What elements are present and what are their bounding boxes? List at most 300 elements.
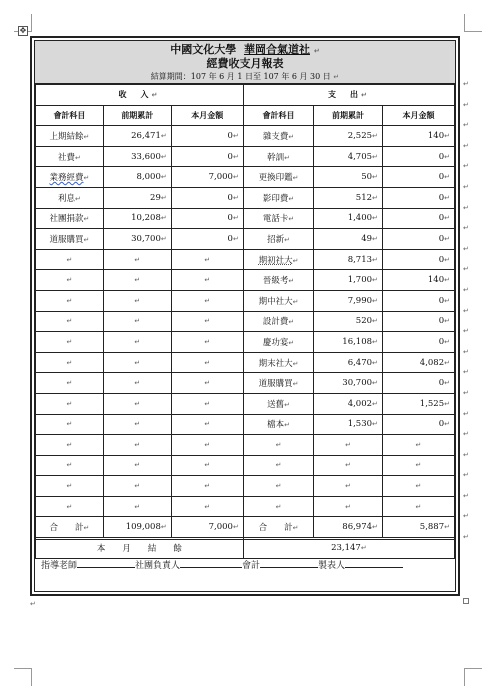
expense-prev-cell-text: 2,525 — [347, 130, 373, 141]
income-prev-cell[interactable] — [103, 352, 171, 373]
cell-end-mark: ↵ — [288, 338, 295, 347]
accountant-signature-line[interactable] — [260, 558, 318, 568]
expense-month-cell-text: 140 — [427, 275, 445, 286]
cell-end-mark: ↵ — [66, 296, 73, 305]
signature-row — [35, 539, 455, 591]
paragraph-mark: ↵ — [333, 73, 340, 81]
cell-end-mark: ↵ — [204, 502, 211, 511]
expense-prev-cell[interactable] — [314, 187, 383, 208]
income-month-cell[interactable] — [171, 373, 243, 394]
expense-month-cell-text: 0 — [438, 336, 445, 347]
income-item-cell[interactable] — [36, 414, 104, 435]
expense-prev-cell-text: 49 — [361, 233, 373, 244]
cell-end-mark: ↵ — [160, 193, 167, 202]
income-month-cell[interactable] — [171, 332, 243, 353]
expense-month-cell[interactable] — [382, 476, 454, 497]
expense-month-cell[interactable] — [382, 496, 454, 517]
expense-item-cell-text: 電話卡 — [262, 214, 289, 225]
cell-end-mark: ↵ — [232, 214, 239, 223]
income-total-label[interactable] — [36, 517, 104, 538]
cell-end-mark: ↵ — [372, 358, 378, 367]
cell-end-mark: ↵ — [134, 255, 141, 264]
expense-month-cell-text: 0 — [438, 213, 445, 224]
cell-end-mark: ↵ — [372, 317, 378, 326]
expense-prev-cell-text: 1,530 — [347, 419, 373, 430]
cell-end-mark: ↵ — [444, 255, 450, 264]
income-prev-cell[interactable] — [103, 167, 171, 188]
income-total-prev[interactable] — [103, 517, 171, 538]
income-prev-cell[interactable] — [103, 496, 171, 517]
row-end-mark: ↵ — [463, 306, 469, 315]
income-item-cell[interactable] — [36, 393, 104, 414]
expense-item-cell[interactable] — [243, 455, 313, 476]
expense-item-cell[interactable] — [243, 146, 313, 167]
cell-end-mark: ↵ — [232, 152, 239, 161]
expense-item-cell-text: 期初社大 — [258, 255, 293, 266]
expense-total-label[interactable] — [243, 517, 313, 538]
expense-month-cell[interactable] — [382, 373, 454, 394]
table-row — [36, 270, 455, 291]
expense-month-cell[interactable] — [382, 352, 454, 373]
col-header-expense-month: 本月金額 — [382, 105, 454, 126]
income-prev-cell[interactable] — [103, 476, 171, 497]
expense-total-prev-text: 86,974 — [342, 522, 373, 533]
table-row — [36, 229, 455, 250]
income-item-cell[interactable] — [36, 455, 104, 476]
cell-end-mark: ↵ — [444, 214, 450, 223]
report-title-text: 經費收支月報表 — [206, 57, 284, 70]
cell-end-mark: ↵ — [204, 276, 211, 285]
cell-end-mark: ↵ — [75, 153, 81, 162]
expense-item-cell[interactable] — [243, 208, 313, 229]
cell-end-mark: ↵ — [134, 358, 141, 367]
cell-end-mark: ↵ — [415, 482, 422, 491]
cell-end-mark: ↵ — [204, 255, 211, 264]
cell-end-mark: ↵ — [372, 420, 378, 429]
expense-item-cell[interactable] — [243, 332, 313, 353]
income-prev-cell[interactable] — [103, 435, 171, 456]
cell-end-mark: ↵ — [444, 337, 450, 346]
cell-end-mark: ↵ — [444, 173, 450, 182]
paragraph-mark: ↵ — [30, 600, 36, 608]
income-prev-cell-text: 29 — [150, 192, 161, 203]
expense-item-cell[interactable] — [243, 126, 313, 147]
expense-item-cell-text: 檔本 — [267, 420, 285, 431]
cell-end-mark: ↵ — [204, 358, 211, 367]
income-item-cell-text: 社費 — [57, 152, 75, 163]
income-item-cell[interactable] — [36, 126, 104, 147]
cell-end-mark: ↵ — [134, 296, 141, 305]
col-header-income-prev: 前期累計 — [103, 105, 171, 126]
expense-total-label-text: 合 計 — [258, 523, 293, 534]
expense-prev-cell-text: 512 — [355, 192, 373, 203]
row-end-mark: ↵ — [463, 244, 469, 253]
cell-end-mark: ↵ — [204, 482, 211, 491]
cell-end-mark: ↵ — [444, 317, 450, 326]
cell-end-mark: ↵ — [444, 234, 450, 243]
expense-item-cell[interactable] — [243, 290, 313, 311]
expense-item-cell[interactable] — [243, 393, 313, 414]
expense-month-cell-text: 0 — [438, 192, 445, 203]
table-row — [36, 311, 455, 332]
row-end-mark: ↵ — [463, 285, 469, 294]
row-end-mark: ↵ — [463, 80, 469, 88]
cell-end-mark: ↵ — [66, 317, 73, 326]
income-total-month[interactable] — [171, 517, 243, 538]
expense-total-month[interactable] — [382, 517, 454, 538]
expense-prev-cell[interactable] — [314, 373, 383, 394]
expense-month-cell[interactable] — [382, 270, 454, 291]
cell-end-mark: ↵ — [444, 399, 450, 408]
row-end-mark: ↵ — [463, 512, 469, 521]
expense-prev-cell[interactable] — [314, 249, 383, 270]
cell-end-mark: ↵ — [160, 234, 167, 243]
expense-total-prev[interactable] — [314, 517, 383, 538]
cell-end-mark: ↵ — [444, 358, 450, 367]
page-corner-mark — [464, 668, 482, 686]
table-row — [36, 352, 455, 373]
expense-item-cell[interactable] — [243, 373, 313, 394]
cell-end-mark: ↵ — [134, 379, 141, 388]
expense-prev-cell[interactable] — [314, 126, 383, 147]
advisor-signature-line[interactable] — [77, 558, 135, 568]
income-item-cell[interactable] — [36, 290, 104, 311]
report-header — [35, 41, 455, 84]
table-row — [36, 476, 455, 497]
expense-month-cell-text: 1,525 — [419, 398, 445, 409]
cell-end-mark: ↵ — [372, 234, 378, 243]
paragraph-mark: ↵ — [151, 91, 161, 100]
expense-item-cell[interactable] — [243, 187, 313, 208]
income-month-cell[interactable] — [171, 476, 243, 497]
cell-end-mark: ↵ — [66, 379, 73, 388]
club-name: 華岡合氣道社 — [243, 43, 310, 56]
cell-end-mark: ↵ — [288, 277, 295, 286]
cell-end-mark: ↵ — [360, 543, 367, 552]
row-end-mark: ↵ — [463, 327, 469, 336]
expense-month-cell[interactable] — [382, 146, 454, 167]
income-month-cell-text: 0 — [227, 213, 233, 224]
cell-end-mark: ↵ — [66, 461, 73, 470]
expense-prev-cell[interactable] — [314, 208, 383, 229]
income-month-cell[interactable] — [171, 311, 243, 332]
income-prev-cell[interactable] — [103, 187, 171, 208]
table-row — [36, 455, 455, 476]
expense-prev-cell[interactable] — [314, 146, 383, 167]
expense-month-cell[interactable] — [382, 414, 454, 435]
preparer-label: 製表人 — [318, 561, 346, 571]
cell-end-mark: ↵ — [204, 420, 211, 429]
income-item-cell[interactable] — [36, 311, 104, 332]
expense-month-cell-text: 0 — [438, 254, 445, 265]
cell-end-mark: ↵ — [66, 482, 73, 491]
income-prev-cell[interactable] — [103, 126, 171, 147]
expense-prev-cell[interactable] — [314, 352, 383, 373]
income-month-cell[interactable] — [171, 496, 243, 517]
income-prev-cell[interactable] — [103, 208, 171, 229]
table-move-handle-icon[interactable]: ✥ — [19, 26, 27, 35]
cell-end-mark: ↵ — [372, 193, 378, 202]
expense-prev-cell-text: 1,700 — [347, 275, 373, 286]
table-row — [36, 187, 455, 208]
cell-end-mark: ↵ — [292, 524, 299, 533]
expense-item-cell-text: 幹訓 — [267, 152, 285, 163]
income-item-cell-text: 上期結餘 — [49, 131, 84, 142]
income-month-cell[interactable] — [171, 208, 243, 229]
income-prev-cell[interactable] — [103, 270, 171, 291]
report-table-container — [34, 40, 456, 592]
income-prev-cell[interactable] — [103, 414, 171, 435]
cell-end-mark: ↵ — [83, 215, 90, 224]
cell-end-mark: ↵ — [160, 523, 167, 532]
expense-prev-cell-text: 4,002 — [347, 398, 373, 409]
expense-item-cell[interactable] — [243, 476, 313, 497]
income-month-cell[interactable] — [171, 290, 243, 311]
table-row — [36, 496, 455, 517]
cell-end-mark: ↵ — [66, 337, 73, 346]
expense-prev-cell[interactable] — [314, 167, 383, 188]
income-month-cell[interactable] — [171, 393, 243, 414]
income-item-cell[interactable] — [36, 146, 104, 167]
cell-end-mark: ↵ — [372, 131, 378, 140]
income-month-cell[interactable] — [171, 249, 243, 270]
report-title-line — [35, 43, 455, 57]
cell-end-mark: ↵ — [160, 152, 167, 161]
income-total-label-text: 合 計 — [49, 523, 84, 534]
table-row — [36, 414, 455, 435]
row-end-mark: ↵ — [463, 182, 469, 191]
cell-end-mark: ↵ — [83, 132, 90, 141]
table-row — [36, 167, 455, 188]
expense-month-cell[interactable] — [382, 455, 454, 476]
income-month-cell[interactable] — [171, 352, 243, 373]
expense-month-cell[interactable] — [382, 393, 454, 414]
advisor-label: 指導老師 — [41, 561, 78, 571]
row-end-mark: ↵ — [463, 533, 469, 542]
cell-end-mark: ↵ — [288, 194, 295, 203]
income-prev-cell[interactable] — [103, 311, 171, 332]
cell-end-mark: ↵ — [83, 235, 90, 244]
income-prev-cell[interactable] — [103, 146, 171, 167]
income-prev-cell-text: 10,208 — [131, 213, 161, 224]
table-row — [36, 435, 455, 456]
expense-prev-cell[interactable] — [314, 496, 383, 517]
income-item-cell[interactable] — [36, 476, 104, 497]
table-row — [36, 126, 455, 147]
income-item-cell[interactable] — [36, 167, 104, 188]
cell-end-mark: ↵ — [204, 399, 211, 408]
cell-end-mark: ↵ — [204, 296, 211, 305]
cell-end-mark: ↵ — [372, 337, 378, 346]
expense-prev-cell[interactable] — [314, 455, 383, 476]
expense-prev-cell[interactable] — [314, 270, 383, 291]
expense-item-cell[interactable] — [243, 435, 313, 456]
table-resize-handle[interactable] — [463, 598, 469, 604]
cell-end-mark: ↵ — [372, 276, 378, 285]
income-prev-cell[interactable] — [103, 393, 171, 414]
cell-end-mark: ↵ — [444, 296, 450, 305]
expense-item-cell[interactable] — [243, 167, 313, 188]
leader-signature-line[interactable] — [180, 558, 242, 568]
report-frame — [30, 36, 460, 596]
income-item-cell-text: 道服購買 — [49, 234, 84, 245]
expense-item-cell-text: 道服購買 — [258, 379, 293, 390]
expense-item-cell[interactable] — [243, 311, 313, 332]
income-item-cell[interactable] — [36, 435, 104, 456]
leader-label: 社團負責人 — [135, 561, 181, 571]
page-corner-mark — [14, 668, 32, 686]
income-item-cell-text: 利息 — [57, 193, 75, 204]
cell-end-mark: ↵ — [204, 379, 211, 388]
income-month-cell[interactable] — [171, 126, 243, 147]
cell-end-mark: ↵ — [292, 359, 299, 368]
cell-end-mark: ↵ — [288, 132, 295, 141]
row-end-mark: ↵ — [463, 162, 469, 171]
expense-section-header — [243, 85, 454, 106]
income-section-label: 收 入 — [118, 89, 152, 100]
section-header-row — [36, 85, 455, 106]
income-month-cell[interactable] — [171, 229, 243, 250]
income-prev-cell[interactable] — [103, 290, 171, 311]
cell-end-mark: ↵ — [275, 502, 282, 511]
balance-label-text: 本 月 結 餘 — [96, 543, 182, 554]
expense-month-cell[interactable] — [382, 249, 454, 270]
cell-end-mark: ↵ — [134, 461, 141, 470]
expense-month-cell[interactable] — [382, 187, 454, 208]
income-month-cell-text: 0 — [227, 233, 233, 244]
expense-prev-cell-text: 30,700 — [342, 378, 373, 389]
expense-month-cell-text: 0 — [438, 316, 445, 327]
row-end-marks — [463, 80, 473, 554]
cell-end-mark: ↵ — [345, 482, 351, 491]
expense-prev-cell[interactable] — [314, 290, 383, 311]
expense-month-cell[interactable] — [382, 167, 454, 188]
page-corner-mark — [464, 14, 482, 32]
income-month-cell-text: 0 — [227, 130, 233, 141]
income-item-cell[interactable] — [36, 208, 104, 229]
cell-end-mark: ↵ — [232, 131, 239, 140]
income-section-header — [36, 85, 244, 106]
cell-end-mark: ↵ — [284, 235, 290, 244]
cell-end-mark: ↵ — [66, 399, 73, 408]
income-month-cell[interactable] — [171, 414, 243, 435]
expense-prev-cell[interactable] — [314, 435, 383, 456]
income-item-cell[interactable] — [36, 352, 104, 373]
settlement-period — [35, 71, 455, 83]
expense-prev-cell[interactable] — [314, 476, 383, 497]
expense-prev-cell-text: 7,990 — [347, 295, 373, 306]
expense-item-cell[interactable] — [243, 270, 313, 291]
cell-end-mark: ↵ — [415, 461, 422, 470]
cell-end-mark: ↵ — [232, 523, 239, 532]
income-month-cell[interactable] — [171, 270, 243, 291]
cell-end-mark: ↵ — [415, 440, 422, 449]
column-header-row — [36, 105, 455, 126]
cell-end-mark: ↵ — [204, 440, 211, 449]
expense-prev-cell-text: 6,470 — [347, 357, 373, 368]
paragraph-mark: ↵ — [360, 91, 370, 100]
income-month-cell[interactable] — [171, 187, 243, 208]
income-prev-cell[interactable] — [103, 249, 171, 270]
expense-item-cell[interactable] — [243, 249, 313, 270]
expense-prev-cell[interactable] — [314, 311, 383, 332]
cell-end-mark: ↵ — [134, 317, 141, 326]
cell-end-mark: ↵ — [134, 337, 141, 346]
expense-month-cell[interactable] — [382, 311, 454, 332]
income-month-cell[interactable] — [171, 146, 243, 167]
preparer-signature-line[interactable] — [345, 558, 403, 568]
cell-end-mark: ↵ — [83, 524, 90, 533]
cell-end-mark: ↵ — [134, 440, 141, 449]
school-name: 中國文化大學 — [170, 43, 237, 56]
table-row — [36, 208, 455, 229]
cell-end-mark: ↵ — [284, 400, 290, 409]
expense-item-cell-text: 影印費 — [262, 193, 289, 204]
income-prev-cell[interactable] — [103, 373, 171, 394]
income-item-cell[interactable] — [36, 249, 104, 270]
income-item-cell[interactable] — [36, 332, 104, 353]
expense-prev-cell[interactable] — [314, 393, 383, 414]
income-total-month-text: 7,000 — [208, 522, 233, 533]
cell-end-mark: ↵ — [372, 523, 378, 532]
row-end-mark: ↵ — [463, 450, 469, 459]
cell-end-mark: ↵ — [292, 380, 299, 389]
income-prev-cell[interactable] — [103, 229, 171, 250]
income-item-cell-text: 業務經費 — [49, 173, 84, 184]
row-end-mark: ↵ — [463, 100, 469, 109]
expense-item-cell[interactable] — [243, 414, 313, 435]
cell-end-mark: ↵ — [345, 461, 351, 470]
expense-month-cell[interactable] — [382, 126, 454, 147]
expense-item-cell[interactable] — [243, 352, 313, 373]
expense-month-cell[interactable] — [382, 290, 454, 311]
balance-value-text: 23,147 — [331, 542, 361, 553]
expense-month-cell-text: 0 — [438, 295, 445, 306]
expense-prev-cell[interactable] — [314, 229, 383, 250]
income-item-cell[interactable] — [36, 373, 104, 394]
expense-item-cell-text: 晉級考 — [262, 276, 289, 287]
expense-item-cell[interactable] — [243, 496, 313, 517]
cell-end-mark: ↵ — [204, 317, 211, 326]
income-month-cell[interactable] — [171, 435, 243, 456]
income-month-cell[interactable] — [171, 455, 243, 476]
income-month-cell[interactable] — [171, 167, 243, 188]
expense-month-cell[interactable] — [382, 229, 454, 250]
table-row — [36, 146, 455, 167]
expense-prev-cell-text: 16,108 — [342, 336, 373, 347]
income-prev-cell-text: 33,600 — [131, 151, 161, 162]
expense-month-cell[interactable] — [382, 208, 454, 229]
income-item-cell[interactable] — [36, 270, 104, 291]
expense-month-cell[interactable] — [382, 435, 454, 456]
income-item-cell[interactable] — [36, 496, 104, 517]
expense-month-cell[interactable] — [382, 332, 454, 353]
col-header-income-item: 會計科目 — [36, 105, 104, 126]
income-prev-cell[interactable] — [103, 332, 171, 353]
expense-prev-cell[interactable] — [314, 332, 383, 353]
row-end-mark: ↵ — [463, 224, 469, 233]
expense-prev-cell[interactable] — [314, 414, 383, 435]
cell-end-mark: ↵ — [160, 173, 167, 182]
row-end-mark: ↵ — [463, 491, 469, 500]
cell-end-mark: ↵ — [292, 297, 299, 306]
income-item-cell[interactable] — [36, 187, 104, 208]
income-prev-cell[interactable] — [103, 455, 171, 476]
cell-end-mark: ↵ — [292, 256, 299, 265]
expense-item-cell[interactable] — [243, 229, 313, 250]
income-item-cell[interactable] — [36, 229, 104, 250]
cell-end-mark: ↵ — [372, 214, 378, 223]
